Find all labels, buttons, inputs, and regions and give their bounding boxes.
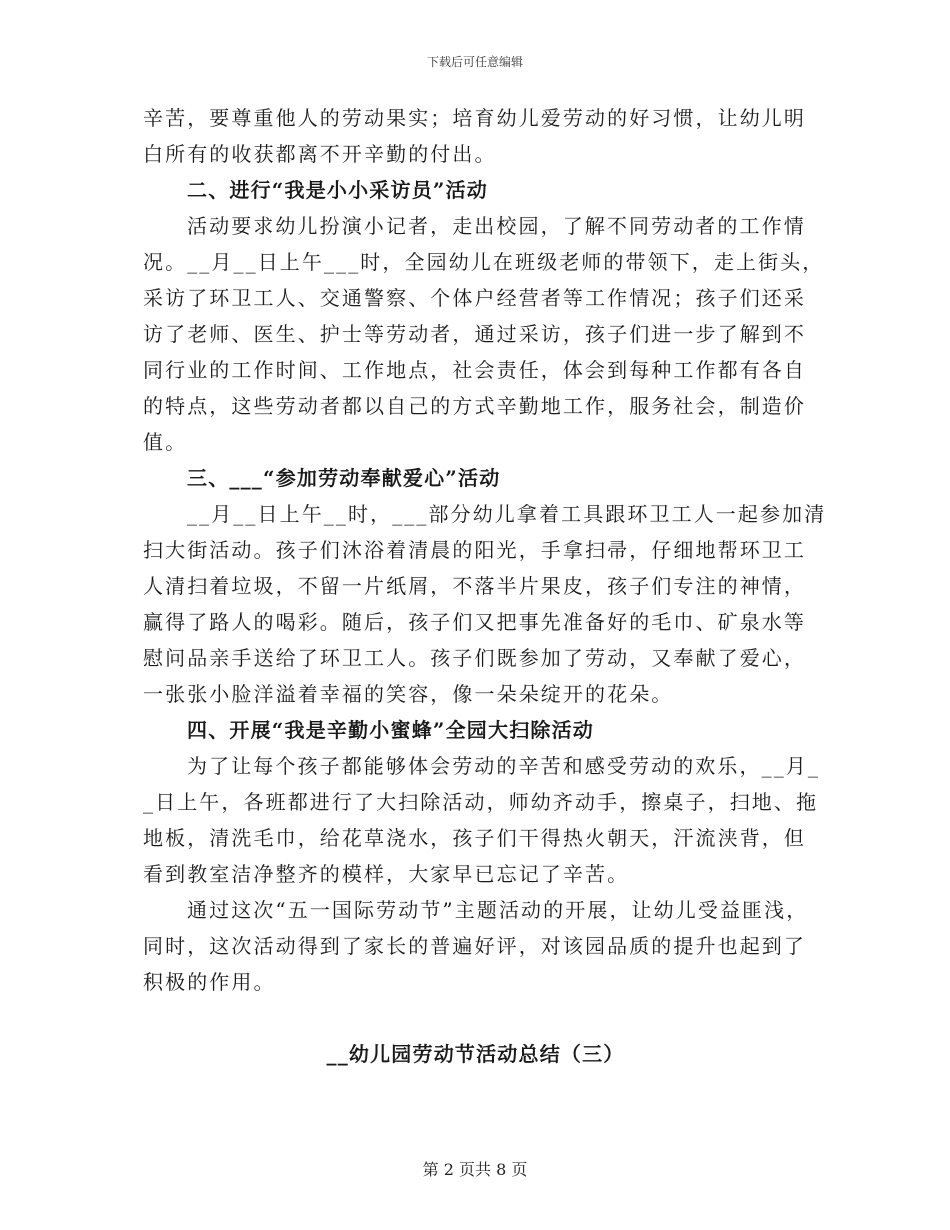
- page-footer-number: 第 2 页共 8 页: [422, 1160, 528, 1179]
- paragraph-first-line: 通过这次“五一国际劳动节”主题活动的开展，让幼儿受益匪浅，: [187, 898, 809, 922]
- paragraph-line: 值。: [143, 430, 188, 454]
- paragraph-line: 采访了环卫工人、交通警察、个体户经营者等工作情况；孩子们还采: [143, 286, 806, 310]
- paragraph-line: 一张张小脸洋溢着幸福的笑容，像一朵朵绽开的花朵。: [143, 682, 674, 706]
- paragraph-line: 的特点，这些劳动者都以自己的方式辛勤地工作，服务社会，制造价: [143, 394, 806, 418]
- paragraph-line: 赢得了路人的喝彩。随后，孩子们又把事先准备好的毛巾、矿泉水等: [143, 610, 806, 634]
- paragraph-line: 慰问品亲手送给了环卫工人。孩子们既参加了劳动，又奉献了爱心，: [143, 646, 806, 670]
- paragraph-line: 扫大街活动。孩子们沐浴着清晨的阳光，手拿扫帚，仔细地帮环卫工: [143, 538, 806, 562]
- paragraph-first-line: __月__日上午__时，___部分幼儿拿着工具跟环卫工人一起参加清: [187, 502, 827, 526]
- paragraph-line: 况。__月__日上午___时，全园幼儿在班级老师的带领下，走上街头，: [143, 250, 825, 274]
- paragraph-line: 人清扫着垃圾，不留一片纸屑，不落半片果皮，孩子们专注的神情，: [143, 574, 806, 598]
- paragraph-first-line: 活动要求幼儿扮演小记者，走出校园，了解不同劳动者的工作情: [187, 214, 806, 238]
- section-heading: 三、___“参加劳动奉献爱心”活动: [187, 466, 501, 490]
- page-header-note: 下载后可任意编辑: [426, 55, 523, 69]
- paragraph-line: 地板，清洗毛巾，给花草浇水，孩子们干得热火朝天，汗流浃背，但: [143, 826, 806, 850]
- paragraph-line: _日上午，各班都进行了大扫除活动，师幼齐动手，擦桌子，扫地、拖: [143, 790, 819, 814]
- paragraph-line: 白所有的收获都离不开辛勤的付出。: [143, 142, 497, 166]
- section-heading: 二、进行“我是小小采访员”活动: [187, 178, 489, 202]
- document-title: __幼儿园劳动节活动总结（三）: [326, 1042, 625, 1066]
- paragraph-line: 积极的作用。: [143, 970, 276, 994]
- paragraph-line: 辛苦，要尊重他人的劳动果实；培育幼儿爱劳动的好习惯，让幼儿明: [143, 106, 806, 130]
- paragraph-first-line: 为了让每个孩子都能够体会劳动的辛苦和感受劳动的欢乐，__月_: [187, 754, 820, 778]
- paragraph-line: 同行业的工作时间、工作地点，社会责任，体会到每种工作都有各自: [143, 358, 806, 382]
- paragraph-line: 看到教室洁净整齐的模样，大家早已忘记了辛苦。: [143, 862, 630, 886]
- blank-line: [143, 1000, 808, 1036]
- paragraph-line: 同时，这次活动得到了家长的普遍好评，对该园品质的提升也起到了: [143, 934, 806, 958]
- section-heading: 四、开展“我是辛勤小蜜蜂”全园大扫除活动: [187, 718, 595, 742]
- paragraph-line: 访了老师、医生、护士等劳动者，通过采访，孩子们进一步了解到不: [143, 322, 806, 346]
- document-body: [143, 100, 827, 1072]
